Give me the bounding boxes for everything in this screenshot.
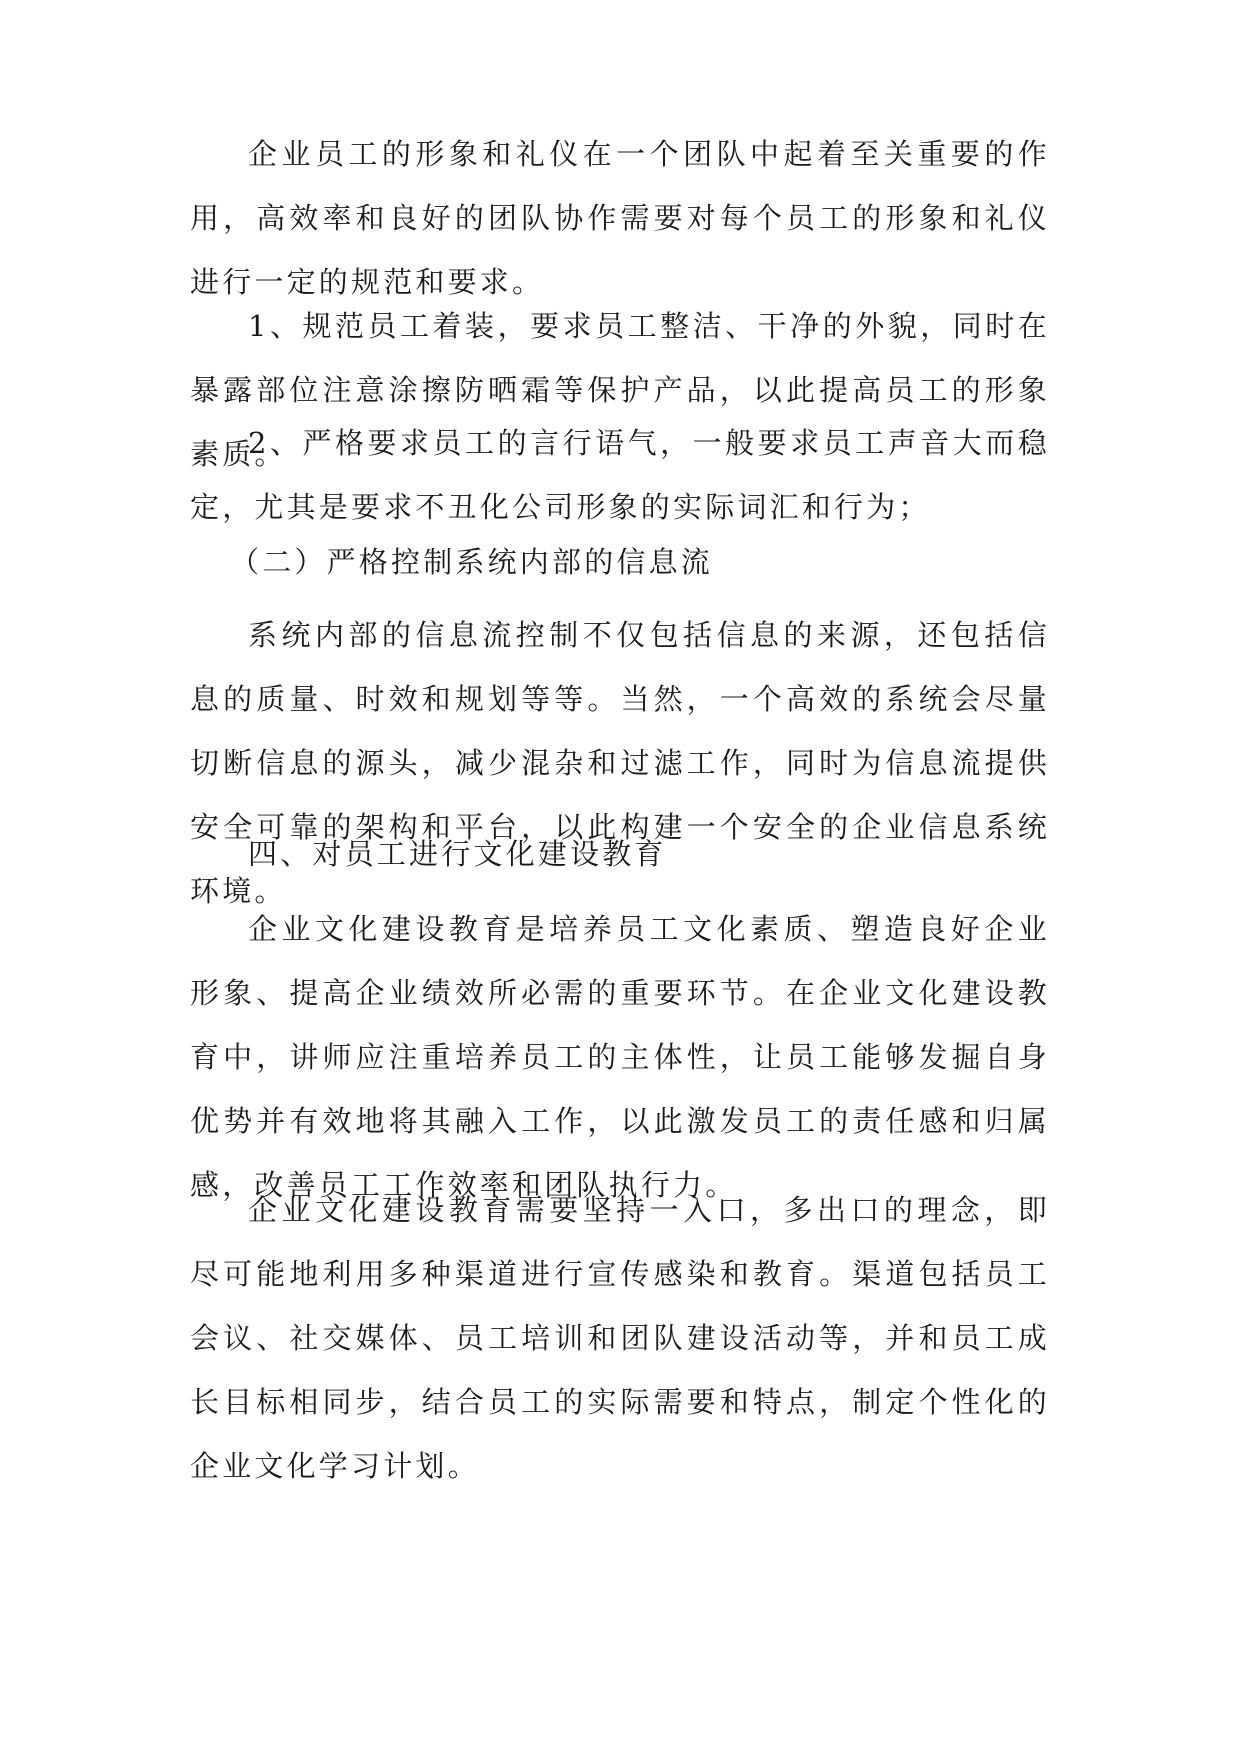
paragraph-culture-channels: 企业文化建设教育需要坚持一入口，多出口的理念，即尽可能地利用多种渠道进行宣传感染和教育。渠道包括员工会议、社交媒体、员工培训和团队建设活动等，并和员工成长目标相同步，结合员工的实际需要和特点，制定个性化的企业文化学习计划。 xyxy=(190,1193,1050,1483)
paragraph-speech-tone: 2、严格要求员工的言行语气，一般要求员工声音大而稳定，尤其是要求不丑化公司形象的实际词汇和行为； xyxy=(190,426,1050,524)
paragraph-culture-education: 企业文化建设教育是培养员工文化素质、塑造良好企业形象、提高企业绩效所必需的重要环节。在企业文化建设教育中，讲师应注重培养员工的主体性，让员工能够发掘自身优势并有效地将其融入工作，以此激发员工的责任感和归属感，改善员工工作效率和团队执行力。 xyxy=(190,912,1050,1202)
paragraph-image-etiquette: 企业员工的形象和礼仪在一个团队中起着至关重要的作用，高效率和良好的团队协作需要对每个员工的形象和礼仪进行一定的规范和要求。 xyxy=(190,137,1050,299)
paragraph-information-flow: 系统内部的信息流控制不仅包括信息的来源，还包括信息的质量、时效和规划等等。当然，一个高效的系统会尽量切断信息的源头，减少混杂和过滤工作，同时为信息流提供安全可靠的架构和平台，以此构建一个安全的企业信息系统环境。 xyxy=(190,618,1050,908)
section-heading-culture-education: 四、对员工进行文化建设教育 xyxy=(248,837,667,871)
section-heading-information-flow: （二）严格控制系统内部的信息流 xyxy=(230,545,714,579)
paragraph-dress-code: 1、规范员工着装，要求员工整洁、干净的外貌，同时在暴露部位注意涂擦防晒霜等保护产品，以此提高员工的形象素质。 xyxy=(190,309,1050,471)
